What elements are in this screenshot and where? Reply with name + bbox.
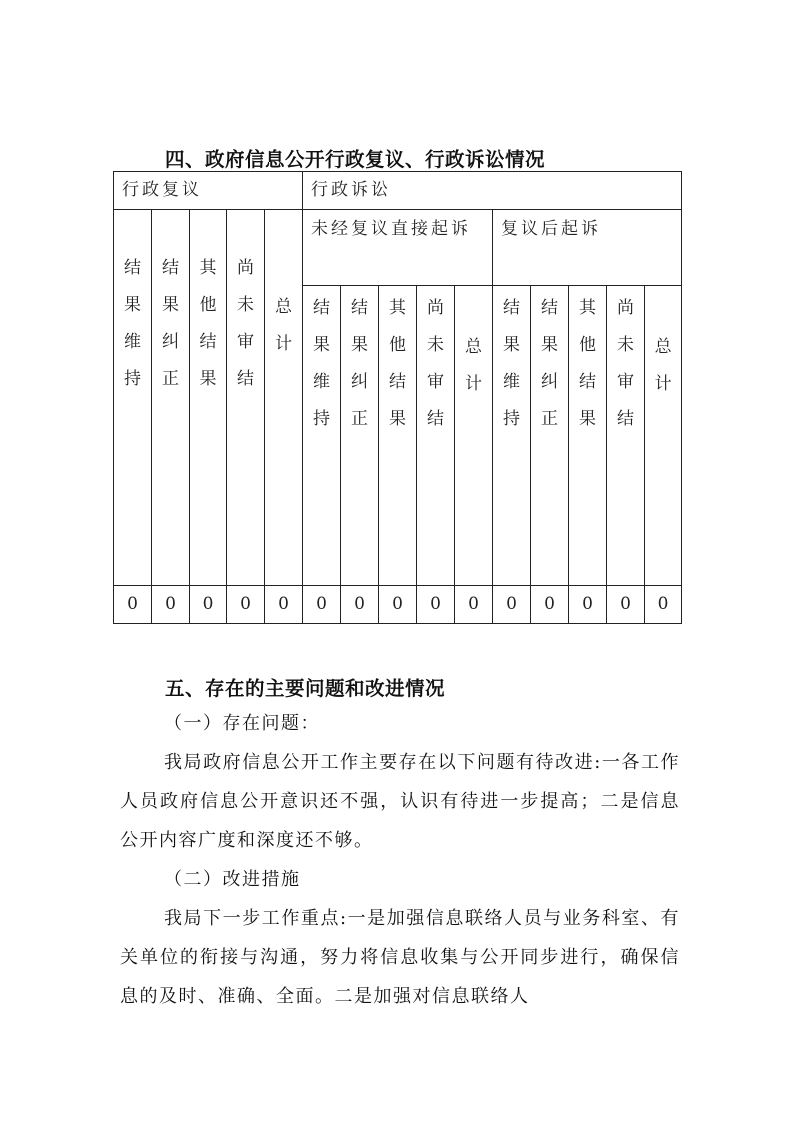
value-cell: 0 — [341, 586, 379, 624]
value-cell: 0 — [569, 586, 607, 624]
admin-litigation-header: 行政诉讼 — [311, 180, 392, 200]
after-review-header: 复议后起诉 — [501, 219, 602, 239]
result-label: 结果维持 — [503, 298, 521, 429]
result-label: 结果纠正 — [541, 298, 559, 429]
value-cell: 0 — [114, 586, 152, 624]
admin-review-header-cell — [114, 172, 303, 210]
result-label: 总计 — [654, 337, 672, 394]
section-4-title: 四、政府信息公开行政复议、行政诉讼情况 — [165, 148, 546, 171]
value-cell: 0 — [455, 586, 493, 624]
after-review-header-cell — [493, 210, 682, 286]
value-cell: 0 — [607, 586, 645, 624]
value-cell: 0 — [265, 586, 303, 624]
review-col-pending — [227, 210, 265, 586]
subsection-2-title: （二）改进措施 — [164, 869, 301, 890]
direct-suit-header: 未经复议直接起诉 — [311, 219, 472, 239]
direct-col-other — [379, 286, 417, 586]
value-cell: 0 — [303, 586, 341, 624]
section-5-title: 五、存在的主要问题和改进情况 — [165, 677, 446, 700]
result-label: 尚未审结 — [237, 258, 254, 389]
result-label: 其他结果 — [579, 298, 597, 429]
direct-suit-header-cell — [303, 210, 493, 286]
admin-review-header: 行政复议 — [122, 180, 202, 200]
result-label: 结果维持 — [124, 258, 141, 389]
result-label: 其他结果 — [199, 258, 217, 389]
value-cell: 0 — [379, 586, 417, 624]
review-col-correct — [152, 210, 190, 586]
review-col-total — [265, 210, 303, 586]
result-label: 总计 — [275, 297, 292, 354]
subsection-2-body: 我局下一步工作重点:一是加强信息联络人员与业务科室、有关单位的衔接与沟通，努力将信息收集与公开同步进行，确保信息的及时、准确、全面。二是加强对信息联络人 — [120, 908, 680, 1007]
subsection-1-body: 我局政府信息公开工作主要存在以下问题有待改进:一各工作人员政府信息公开意识还不强，认识有待进一步提高；二是信息公开内容广度和深度还不够。 — [120, 752, 680, 851]
review-col-maintain — [114, 210, 152, 586]
result-label: 尚未审结 — [427, 298, 445, 429]
after-col-maintain — [493, 286, 531, 586]
value-cell: 0 — [645, 586, 682, 624]
direct-col-pending — [417, 286, 455, 586]
result-label: 总计 — [465, 337, 483, 394]
after-col-correct — [531, 286, 569, 586]
value-cell: 0 — [531, 586, 569, 624]
result-label: 结果纠正 — [162, 258, 179, 389]
after-col-total — [645, 286, 682, 586]
value-cell: 0 — [493, 586, 531, 624]
value-cell: 0 — [152, 586, 190, 624]
direct-col-correct — [341, 286, 379, 586]
value-cell: 0 — [227, 586, 265, 624]
result-label: 结果维持 — [313, 298, 331, 429]
admin-litigation-header-cell — [303, 172, 682, 210]
value-cell: 0 — [417, 586, 455, 624]
direct-col-total — [455, 286, 493, 586]
result-label: 其他结果 — [389, 298, 407, 429]
subsection-1-title: （一）存在问题： — [164, 713, 320, 734]
after-col-pending — [607, 286, 645, 586]
review-litigation-table — [113, 171, 682, 624]
after-col-other — [569, 286, 607, 586]
review-col-other — [190, 210, 227, 586]
value-cell: 0 — [190, 586, 227, 624]
result-label: 尚未审结 — [617, 298, 635, 429]
direct-col-maintain — [303, 286, 341, 586]
result-label: 结果纠正 — [351, 298, 369, 429]
